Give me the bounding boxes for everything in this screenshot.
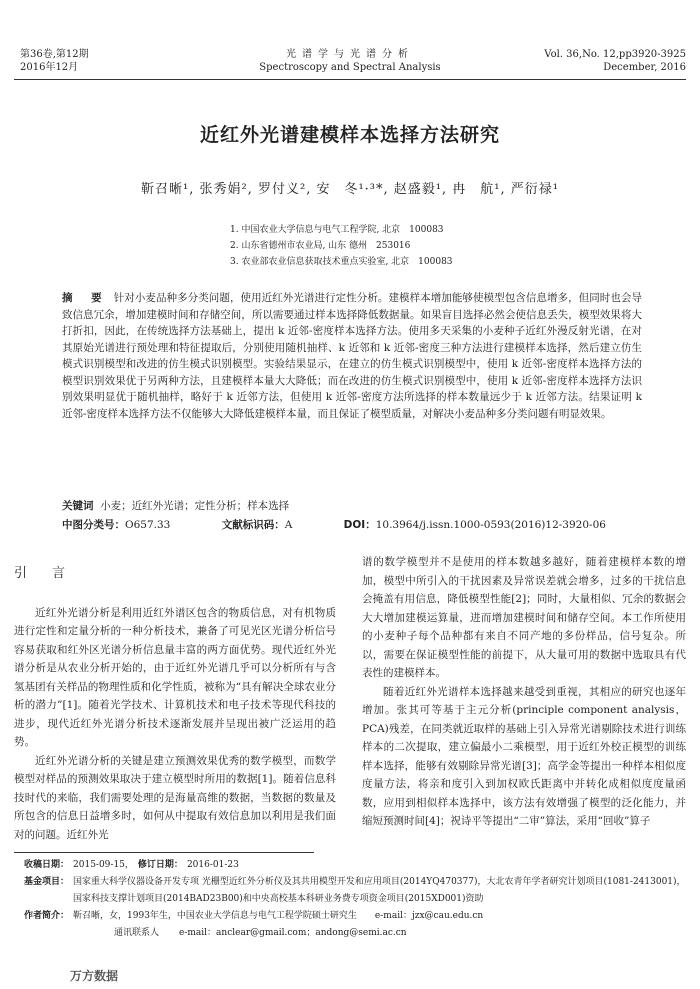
footnote-rule (14, 852, 314, 853)
author-list: 靳召晰¹, 张秀娟², 罗付义², 安 冬¹·³*, 赵盛毅¹, 冉 航¹, 严衍禄¹ (141, 182, 559, 197)
received-date: 2015-09-15 (73, 860, 125, 870)
affiliation-3: 3. 农业部农业信息获取技术重点实验室, 北京 100083 (230, 257, 453, 267)
page-header (0, 0, 700, 80)
revised-date: 2016-01-23 (186, 860, 239, 870)
intro-paragraph-4: 随着近红外光谱样本选择越来越受到重视，其相应的研究也逐年增加。张其可等基于主元分析(principle component analysis，PCA)残差，在同类就近取样的基础上引入异常光谱剔除技术进行训练样本的二次提取，建立偏最小二乘模型，用于近红外校正模型的训练样本选择，能够有效剔除异常光谱[3]；高学金等提出一种样本相似度度量方法，将亲和度引入到加权欧氏距离中并转化成相似度度量函数，应用到相似样本选择中，该方法有效增强了模型的泛化能力，并缩短预测时间[4]；祝诗平等提出“二审”算法，采用“回收”算子 (362, 685, 686, 827)
fund-label: 基金项目： (24, 877, 70, 887)
abstract-label: 摘 要 (62, 292, 106, 304)
keywords-text: 小麦；近红外光谱；定性分析；样本选择 (100, 500, 290, 512)
intro-paragraph-1: 近红外光谱分析是利用近红外谱区包含的物质信息，对有机物质进行定性和定量分析的一种分析技术，兼备了可见光区光谱分析信号容易获取和红外区光谱分析信息量丰富的两方面优势。现代近红外光谱分析是从农业分析开始的，由于近红外光谱几乎可以分析所有与含氢基团有关样品的物理性质和化学性质，被称为“具有解决全球农业分析的潜力”[1]。随着光学技术、计算机技术和电子技术等现代科技的进步，现代近红外光谱分析技术逐渐发展并呈现出被广泛运用的趋势。 (14, 606, 336, 748)
doi-value: 10.3964/j.issn.1000-0593(2016)12-3920-06 (375, 519, 606, 531)
left-column (14, 555, 336, 844)
footnotes (14, 857, 690, 942)
intro-paragraph-2: 近红外光谱分析的关键是建立预测效果优秀的数学模型，而数学模型对样品的预测效果取决于建立模型时所用的数据[1]。随着信息科技时代的来临，我们需要处理的是海量高维的数据，当数据的数量及所包含的信息日益增多时，如何从中提取有效信息加以利用是我们面对的问题。近红外光 (14, 754, 336, 841)
dates-row: 收稿日期： 2015-09-15 ， 修订日期： 2016-01-23 (14, 857, 690, 874)
classification-row (62, 517, 662, 533)
affiliations (230, 222, 453, 270)
volume-pages-en: Vol. 36,No. 12,pp3920-3925 (544, 49, 686, 60)
journal-name-en: Spectroscopy and Spectral Analysis (259, 62, 441, 73)
received-label: 收稿日期： (24, 860, 70, 870)
clc-value: O657.33 (125, 519, 171, 531)
author-bio-text: 靳召晰，女，1993年生，中国农业大学信息与电气工程学院硕士研究生 e-mail：jzx@cau.edu.cn (73, 911, 484, 921)
correspondence-row (14, 925, 690, 942)
author-bio-label: 作者简介： (24, 911, 70, 921)
revised-label: 修订日期： (137, 860, 183, 870)
affiliation-1: 1. 中国农业大学信息与电气工程学院, 北京 100083 (230, 225, 444, 235)
doccode-value: A (284, 519, 293, 531)
paper-title: 近红外光谱建模样本选择方法研究 (199, 124, 500, 146)
section-title: 引 言 (14, 566, 72, 581)
journal-name-zh: 光谱学与光谱分析 (286, 49, 414, 60)
keywords (62, 498, 662, 514)
fund-text: 国家重大科学仪器设备开发专项 光栅型近红外分析仪及其共用模型开发和应用项目(2014YQ470377)，大北农青年学者研究计划项目(1081-2413001)，国家科技支撑计划项目(2014BAD23B00)和中央高校基本科研业务费专项资金项目(2015XD001)资助 (73, 877, 686, 904)
doi-label: DOI： (343, 519, 376, 531)
abstract-text: 针对小麦品种多分类问题，使用近红外光谱进行定性分析。建模样本增加能够使模型包含信息增多，但同时也会导致信息冗余，增加建模时间和存储空间，所以需要通过样本选择降低数据量。如果盲目选择必然会使信息丢失，模型效果将大打折扣，因此，在传统选择方法基础上，提出 k 近邻-密度样本选择方法。使用多天采集的小麦种子近红外漫反射光谱，在对其原始光谱进行预处理和特征提取后，分别使用随机抽样、k 近邻和 k 近邻-密度三种方法进行建模样本选择，然后建立仿生模式识别模型和改进的仿生模式识别模型。实验结果显示，在建立的仿生模式识别模型中，使用 k 近邻-密度样本选择方法的模型识别效果优于另两种方法，且建模样本量大大降低；而在改进的仿生模式识别模型中，使用 k 近邻-密度样本选择方法识别效果明显优于随机抽样，略好于 k 近邻方法，但使用 k 近邻-密度方法所选择的样本数量远少于 k 近邻方法。结果证明 k 近邻-密度样本选择方法不仅能够大大降低建模样本量，而且保证了模型质量，对解决小麦品种多分类问题有明显效果。 (62, 292, 642, 420)
keywords-label: 关键词 (62, 500, 94, 512)
intro-paragraph-3: 谱的数学模型并不是使用的样本数越多越好，随着建模样本数的增加，模型中所引入的干扰因素及异常误差就会增多，过多的干扰信息会掩盖有用信息，降低模型性能[2]；同时，大量相似、冗余的数据会大大增加建模运算量，进而增加建模时间和储存空间。本工作所使用的小麦种子每个品种都有来自不同产地的多份样品，信号复杂。所以，需要在保证模型性能的前提下，从大量可用的数据中选取具有代表性的建模样本。 (362, 556, 686, 679)
author-bio-row (14, 908, 690, 925)
abstract (62, 290, 642, 422)
volume-info-en (544, 48, 686, 74)
issue-date-zh: 2016年12月 (20, 62, 79, 73)
affiliation-2: 2. 山东省德州市农业局, 山东 德州 253016 (230, 241, 411, 251)
right-column (362, 553, 686, 831)
clc-label: 中图分类号： (62, 519, 125, 531)
volume-issue: 第36卷,第12期 (20, 49, 89, 60)
correspondence-email: e-mail：anclear@gmail.com；andong@semi.ac.cn (179, 928, 407, 938)
fund-row (14, 874, 690, 908)
header-rule (14, 79, 686, 80)
doccode-label: 文献标识码： (221, 519, 285, 531)
correspondence-prefix: 通讯联系人 (114, 928, 160, 938)
watermark-logo: 万方数据 (70, 969, 119, 983)
issue-date-en: December, 2016 (603, 62, 686, 73)
